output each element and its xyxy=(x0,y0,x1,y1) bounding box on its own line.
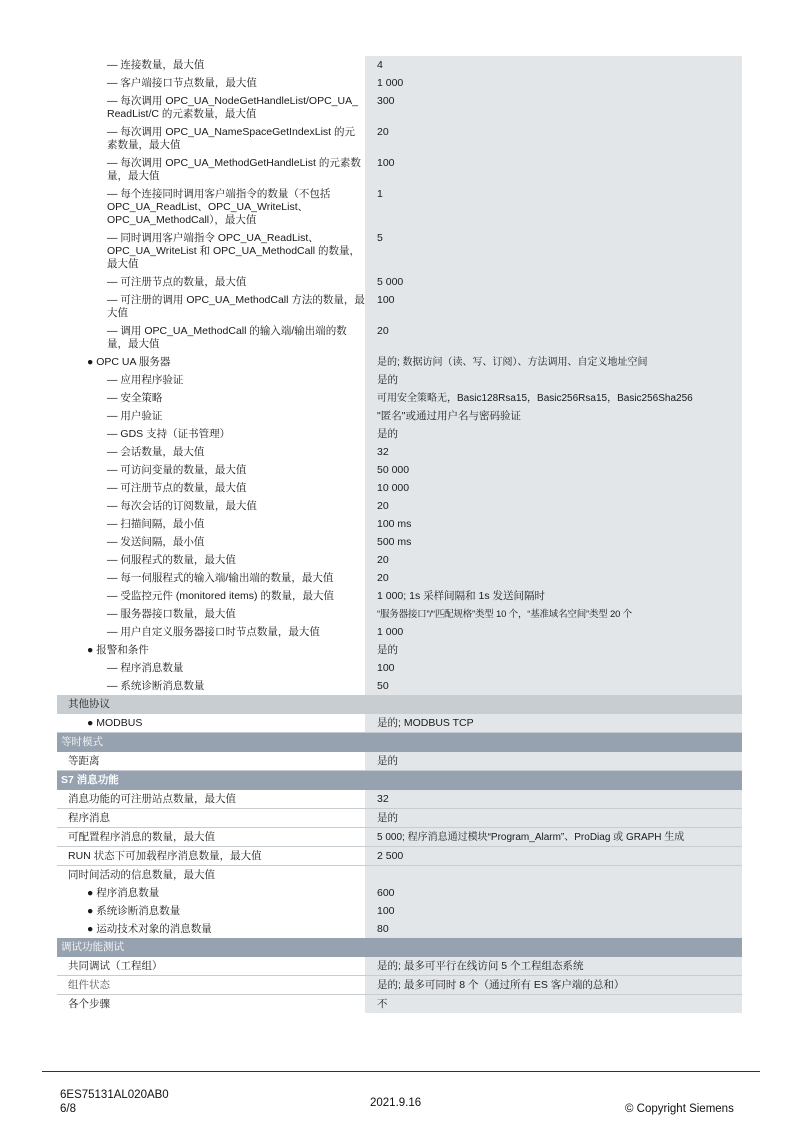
spec-row xyxy=(57,623,742,641)
section-header-s7-messages: S7 消息功能 xyxy=(57,771,742,790)
spec-value: 1 000 xyxy=(377,626,404,638)
spec-label: ● 报警和条件 xyxy=(87,644,149,656)
spec-label: — 受监控元件 (monitored items) 的数量，最大值 xyxy=(107,590,334,602)
spec-value: 是的; MODBUS TCP xyxy=(365,714,742,732)
spec-value: 是的; 最多可平行在线访问 5 个工程组态系统 xyxy=(365,957,742,975)
spec-label: — 可访问变量的数量，最大值 xyxy=(107,464,247,476)
spec-value: 20 xyxy=(377,572,389,584)
footer-page-number: 6/8 xyxy=(60,1103,76,1115)
spec-value: 1 000 xyxy=(377,77,404,89)
spec-label: — 每次调用 OPC_UA_NameSpaceGetIndexList 的元素数量，最大值 xyxy=(107,126,356,151)
spec-label: ● 运动技术对象的消息数量 xyxy=(87,923,212,935)
spec-value: 是的 xyxy=(377,428,398,440)
spec-value: "匿名"或通过用户名与密码验证 xyxy=(377,410,521,422)
spec-table xyxy=(57,56,742,1013)
spec-value: 10 000 xyxy=(377,482,410,494)
spec-label: — 每次会话的订阅数量，最大值 xyxy=(107,500,257,512)
spec-label: — GDS 支持（证书管理） xyxy=(107,428,231,440)
spec-value: 300 xyxy=(377,95,395,107)
spec-value: 20 xyxy=(377,325,389,337)
spec-label: ● 程序消息数量 xyxy=(87,887,160,899)
spec-label: — 客户端接口节点数量，最大值 xyxy=(107,77,257,89)
spec-value: 20 xyxy=(377,554,389,566)
spec-label: 组件状态 xyxy=(68,979,110,991)
spec-value: 是的; 最多可同时 8 个（通过所有 ES 客户端的总和） xyxy=(365,976,742,994)
spec-value: 20 xyxy=(377,500,389,512)
spec-value: 32 xyxy=(365,790,742,808)
spec-row xyxy=(57,229,742,273)
spec-value: 1 000; 1s 采样间隔和 1s 发送间隔时 xyxy=(377,590,546,602)
spec-value: 1 xyxy=(377,188,383,200)
spec-value: 5 000 xyxy=(377,276,404,288)
spec-row xyxy=(57,56,742,74)
spec-row xyxy=(57,790,742,809)
spec-value: 50 000 xyxy=(377,464,410,476)
spec-value xyxy=(365,866,742,884)
spec-row xyxy=(57,154,742,185)
spec-label: — 每次调用 OPC_UA_MethodGetHandleList 的元素数量，最大值 xyxy=(107,157,361,182)
spec-label: — 用户自定义服务器接口时节点数量，最大值 xyxy=(107,626,320,638)
spec-label: — 服务器接口数量，最大值 xyxy=(107,608,236,620)
spec-label: — 可注册节点的数量，最大值 xyxy=(107,482,247,494)
spec-row xyxy=(57,884,742,902)
spec-row xyxy=(57,866,742,884)
spec-row xyxy=(57,74,742,92)
spec-value: 100 xyxy=(377,157,395,169)
spec-label: — 每次调用 OPC_UA_NodeGetHandleList/OPC_UA_ReadList/C 的元素数量，最大值 xyxy=(107,95,358,120)
spec-row xyxy=(57,353,742,371)
spec-row xyxy=(57,389,742,407)
spec-label: ● MODBUS xyxy=(87,717,143,729)
spec-row xyxy=(57,976,742,995)
spec-label: — 可注册节点的数量，最大值 xyxy=(107,276,247,288)
spec-label: — 发送间隔，最小值 xyxy=(107,536,205,548)
spec-value: 5 000; 程序消息通过模块“Program_Alarm”、ProDiag 或 GRAPH 生成 xyxy=(365,828,742,846)
spec-label: 等距离 xyxy=(68,755,100,767)
spec-value: 80 xyxy=(365,920,742,938)
spec-row xyxy=(57,569,742,587)
footer-date: 2021.9.16 xyxy=(370,1097,422,1109)
spec-label: — 每一伺服程式的输入端/输出端的数量，最大值 xyxy=(107,572,334,584)
spec-value: 2 500 xyxy=(365,847,742,865)
spec-row xyxy=(57,92,742,123)
spec-label: — 用户验证 xyxy=(107,410,163,422)
spec-value: 100 ms xyxy=(377,518,412,530)
footer-divider xyxy=(42,1071,760,1072)
spec-label: — 应用程序验证 xyxy=(107,374,184,386)
spec-value: “服务器接口”/“匹配规格”类型 10 个，“基准域名空间”类型 20 个 xyxy=(377,609,632,620)
spec-row xyxy=(57,847,742,866)
spec-row xyxy=(57,461,742,479)
spec-row xyxy=(57,605,742,623)
spec-row xyxy=(57,533,742,551)
footer-copyright: © Copyright Siemens xyxy=(625,1103,734,1115)
spec-value: 5 xyxy=(377,232,383,244)
spec-value: 100 xyxy=(377,294,395,306)
spec-value: 600 xyxy=(365,884,742,902)
spec-label: — 调用 OPC_UA_MethodCall 的输入端/输出端的数量，最大值 xyxy=(107,325,347,350)
spec-row xyxy=(57,995,742,1013)
spec-row xyxy=(57,425,742,443)
spec-label: — 程序消息数量 xyxy=(107,662,184,674)
spec-row xyxy=(57,752,742,771)
spec-row xyxy=(57,479,742,497)
spec-label: — 扫描间隔，最小值 xyxy=(107,518,205,530)
spec-label: — 会话数量，最大值 xyxy=(107,446,205,458)
spec-value: 32 xyxy=(377,446,389,458)
spec-row xyxy=(57,587,742,605)
spec-label: — 可注册的调用 OPC_UA_MethodCall 方法的数量，最大值 xyxy=(107,294,365,319)
spec-value: 4 xyxy=(377,59,383,71)
spec-value: 是的 xyxy=(365,809,742,827)
spec-label: RUN 状态下可加载程序消息数量，最大值 xyxy=(68,850,262,862)
spec-row xyxy=(57,185,742,229)
spec-label: — 同时调用客户端指令 OPC_UA_ReadList、OPC_UA_WriteList 和 OPC_UA_MethodCall 的数量，最大值 xyxy=(107,232,361,270)
spec-row xyxy=(57,659,742,677)
spec-label: — 系统诊断消息数量 xyxy=(107,680,205,692)
spec-row xyxy=(57,407,742,425)
spec-value: 不 xyxy=(365,995,742,1013)
spec-row xyxy=(57,273,742,291)
spec-label: — 连接数量，最大值 xyxy=(107,59,205,71)
footer-product-code: 6ES75131AL020AB0 xyxy=(60,1089,169,1101)
spec-value: 是的 xyxy=(377,374,398,386)
spec-label: 可配置程序消息的数量，最大值 xyxy=(68,831,215,843)
spec-row xyxy=(57,920,742,938)
spec-value: 100 xyxy=(365,902,742,920)
spec-row xyxy=(57,443,742,461)
spec-label: 共同调试（工程组） xyxy=(68,960,163,972)
spec-row xyxy=(57,828,742,847)
section-header-isochronous: 等时模式 xyxy=(57,733,742,752)
spec-row xyxy=(57,714,742,733)
spec-value: 500 ms xyxy=(377,536,412,548)
spec-row xyxy=(57,497,742,515)
spec-value: 100 xyxy=(377,662,395,674)
spec-value: 是的 xyxy=(365,752,742,770)
spec-label: 各个步骤 xyxy=(68,998,110,1010)
spec-value: 20 xyxy=(377,126,389,138)
spec-label: ● OPC UA 服务器 xyxy=(87,356,171,368)
spec-row xyxy=(57,371,742,389)
spec-value: 可用安全策略无，Basic128Rsa15，Basic256Rsa15，Basic256Sha256 xyxy=(377,393,693,404)
spec-value: 50 xyxy=(377,680,389,692)
spec-label: ● 系统诊断消息数量 xyxy=(87,905,181,917)
spec-row xyxy=(57,641,742,659)
spec-label: — 伺服程式的数量，最大值 xyxy=(107,554,236,566)
spec-row xyxy=(57,551,742,569)
spec-row xyxy=(57,515,742,533)
spec-label: 同时间活动的信息数量，最大值 xyxy=(68,869,215,881)
spec-row xyxy=(57,291,742,322)
spec-row xyxy=(57,677,742,695)
spec-row xyxy=(57,902,742,920)
spec-label: 消息功能的可注册站点数量，最大值 xyxy=(68,793,236,805)
spec-row xyxy=(57,123,742,154)
spec-row xyxy=(57,322,742,353)
spec-label: — 每个连接同时调用客户端指令的数量（不包括 OPC_UA_ReadList、OPC_UA_WriteList、OPC_UA_MethodCall），最大值 xyxy=(107,188,331,226)
spec-label: 程序消息 xyxy=(68,812,110,824)
section-header-debug: 调试功能测试 xyxy=(57,938,742,957)
spec-row xyxy=(57,809,742,828)
section-header-other-protocols: 其他协议 xyxy=(57,695,742,714)
spec-row xyxy=(57,957,742,976)
spec-value: 是的; 数据访问（读、写、订阅）、方法调用、自定义地址空间 xyxy=(377,357,648,368)
spec-label: — 安全策略 xyxy=(107,392,163,404)
spec-value: 是的 xyxy=(377,644,398,656)
